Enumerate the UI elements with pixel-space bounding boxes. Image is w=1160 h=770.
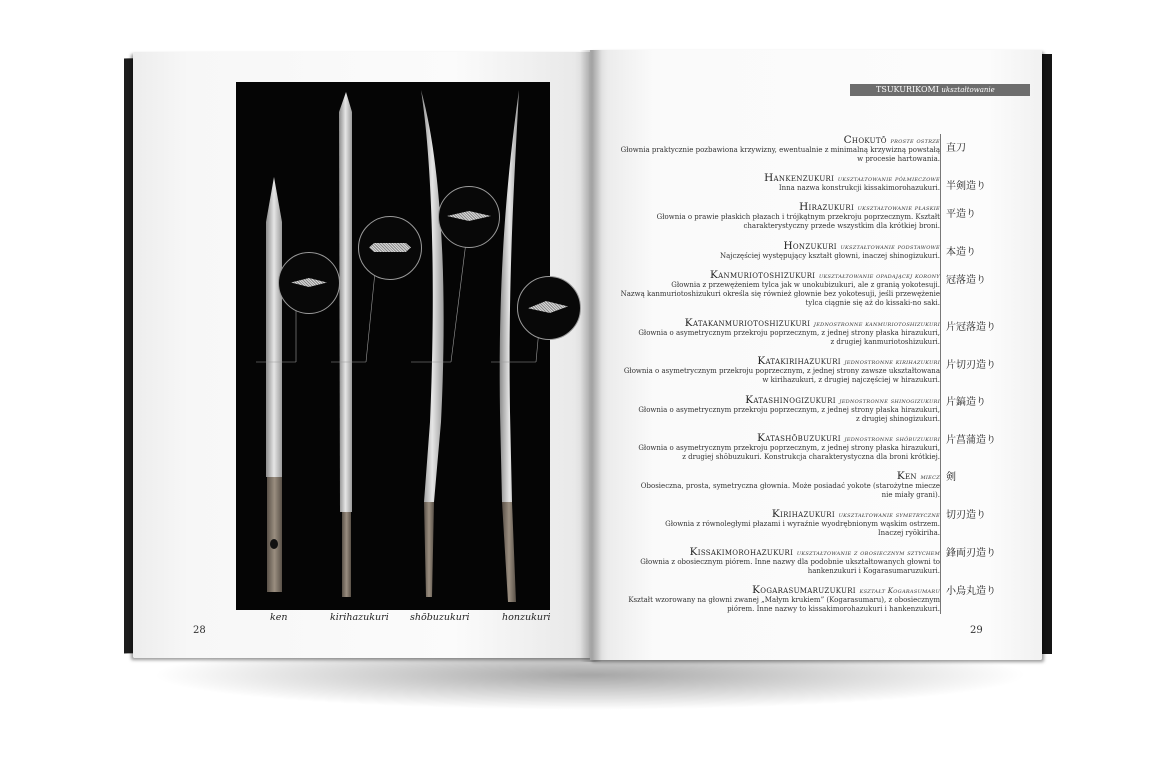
entry-title: Kissakimorohazukuri — [689, 546, 794, 558]
entry-description: Głownia o prawie płaskich płazach i trójkątnym przekroju poprzecznym. Kształt charakterystyczny przede wszystkim dla krótkiej broni. — [656, 213, 940, 230]
entry-description: Głownia z przewężeniem tylca jak w unokubizukuri, ale z granią yokotesuji. Nazwą kanmuriotoshizukuri określa się również głownie bez yokotesuji, jeśli przewężenie tylca ciągnie się aż do kissaki-no saki. — [620, 281, 940, 307]
entry-description: Głownia z obosiecznym piórem. Inne nazwy dla podobnie ukształtowanych głowni to hankenzukuri i Kogarasumaruzukuri. — [640, 558, 940, 575]
entry-description: Obosieczna, prosta, symetryczna głownia. Może posiadać yokote (starożytne miecze nie miały grani). — [640, 482, 940, 499]
entry-subtitle: jednostronne shinogizukuri — [839, 397, 940, 405]
honzukuri-blade — [500, 90, 519, 602]
entry-kanji: 平造り — [946, 209, 976, 220]
entry-subtitle: ukształtowanie półmieczowe — [837, 175, 940, 183]
entry-description: Głownia o asymetrycznym przekroju poprzecznym, z jednej strony płaska hirazukuri, z drugiej shinogizukuri. — [638, 406, 940, 423]
entry-kanji: 半剣造り — [946, 181, 986, 192]
entry-kanji: 片切刃造り — [946, 360, 996, 371]
entry-kanji: 冠落造り — [946, 275, 986, 286]
entry-kanji: 片冠落造り — [946, 322, 996, 333]
entry-kanji: 片菖蒲造り — [946, 435, 996, 446]
entry-description: Głownia o asymetrycznym przekroju poprzecznym, z jednej strony zawsze ukształtowana w kirihazukuri, z drugiej najczęściej w hirazukuri. — [623, 367, 940, 384]
glossary-entry — [620, 508, 940, 546]
entry-subtitle: jednostronne kirihazukuri — [844, 358, 940, 366]
glossary-entry — [620, 317, 940, 355]
cross-section-honzukuri — [517, 276, 581, 340]
glossary-entry — [620, 355, 940, 394]
entry-title: Kogarasumaruzukuri — [752, 584, 856, 596]
entry-title: Honzukuri — [783, 240, 837, 252]
sword-photograph — [236, 82, 550, 610]
entry-description: Inna nazwa konstrukcji kissakimorohazukuri. — [778, 184, 940, 192]
entry-title: Hankenzukuri — [764, 172, 835, 184]
cross-section-kirihazukuri — [358, 216, 422, 280]
entry-subtitle: ukształtowanie opadającej korony — [818, 272, 940, 280]
entry-kanji: 直刀 — [946, 143, 966, 154]
swords-illustration — [236, 82, 550, 610]
entry-title: Chokutō — [843, 134, 887, 146]
glossary-entry — [620, 134, 940, 172]
entry-description: Kształt wzorowany na głowni zwanej „Małym krukiem” (Kogarasumaru), z obosiecznym piórem. Inne nazwy to kissakimorohazukuri i hankenzukuri. — [628, 596, 940, 613]
entry-title: Kanmuriotoshizukuri — [710, 269, 816, 281]
shobuzukuri-blade — [421, 90, 444, 597]
entry-subtitle: ukształtowanie z obosiecznym sztychem — [796, 549, 940, 557]
entry-kanji: 本造り — [946, 247, 976, 258]
section-subtitle: ukształtowanie — [941, 86, 995, 94]
entry-kanji: 剣 — [946, 472, 956, 483]
kirihazukuri-blade — [339, 92, 352, 597]
entry-title: Ken — [896, 470, 917, 482]
entry-kanji: 小烏丸造り — [946, 586, 996, 597]
entry-title: Hirazukuri — [799, 201, 855, 213]
book-gutter — [580, 50, 602, 662]
caption-kirihazukuri: kirihazukuri — [330, 612, 389, 623]
glossary-entry — [620, 584, 940, 622]
ken-blade — [266, 177, 282, 592]
entry-subtitle: jednostronne kanmuriotoshizukuri — [813, 320, 940, 328]
section-header — [850, 84, 1030, 96]
glossary-entry — [620, 546, 940, 584]
entry-description: Najczęściej występujący kształt głowni, inaczej shinogizukuri. — [719, 252, 940, 260]
entry-subtitle: proste ostrze — [890, 137, 940, 145]
caption-shobuzukuri: shōbuzukuri — [410, 612, 470, 623]
entry-title: Kirihazukuri — [771, 508, 835, 520]
entry-title: Katashinogizukuri — [745, 394, 836, 406]
glossary-entry — [620, 269, 940, 317]
entry-description: Głownia praktycznie pozbawiona krzywizny, ewentualnie z minimalną krzywizną powstałą w procesie hartowania. — [620, 146, 940, 163]
entry-subtitle: ukształtowanie płaskie — [857, 204, 940, 212]
cross-section-shobuzukuri — [438, 186, 500, 248]
glossary-entry — [620, 172, 940, 201]
entry-subtitle: kształt Kogarasumaru — [859, 587, 940, 595]
entry-kanji: 鋒両刃造り — [946, 548, 996, 559]
entry-title: Katashōbuzukuri — [757, 432, 841, 444]
entry-subtitle: miecz — [920, 473, 940, 481]
glossary-entry — [620, 470, 940, 508]
glossary-entry — [620, 432, 940, 470]
glossary-entry — [620, 394, 940, 432]
entry-title: Katakanmuriotoshizukuri — [684, 317, 811, 329]
caption-honzukuri: honzukuri — [502, 612, 551, 623]
entry-subtitle: ukształtowanie podstawowe — [840, 243, 940, 251]
caption-ken: ken — [270, 612, 288, 623]
page-number-left: 28 — [193, 625, 206, 636]
page-number-right: 29 — [970, 625, 983, 636]
entry-kanji: 片鎬造り — [946, 397, 986, 408]
entry-subtitle: ukształtowanie symetryczne — [838, 511, 940, 519]
entry-kanji: 切刃造り — [946, 510, 986, 521]
entry-description: Głownia o asymetrycznym przekroju poprzecznym, z jednej strony płaska hirazukuri, z drugiej kanmuriotoshizukuri. — [638, 329, 940, 346]
kanji-divider — [940, 134, 941, 614]
entry-subtitle: jednostronne shōbuzukuri — [844, 435, 940, 443]
glossary-entries — [620, 134, 940, 622]
glossary-entry — [620, 240, 940, 269]
entry-description: Głownia o asymetrycznym przekroju poprzecznym, z jednej strony płaska hirazukuri, z drugiej shōbuzukuri. Konstrukcja charakterystyczna dla broni krótkiej. — [638, 444, 940, 461]
glossary-entry — [620, 201, 940, 240]
section-title: TSUKURIKOMI — [876, 85, 939, 94]
entry-title: Katakirihazukuri — [757, 355, 841, 367]
entry-description: Głownia z równoległymi płazami i wyraźnie wyodrębnionym wąskim ostrzem. Inaczej ryōkiriha. — [665, 520, 940, 537]
cross-section-ken — [278, 252, 340, 314]
